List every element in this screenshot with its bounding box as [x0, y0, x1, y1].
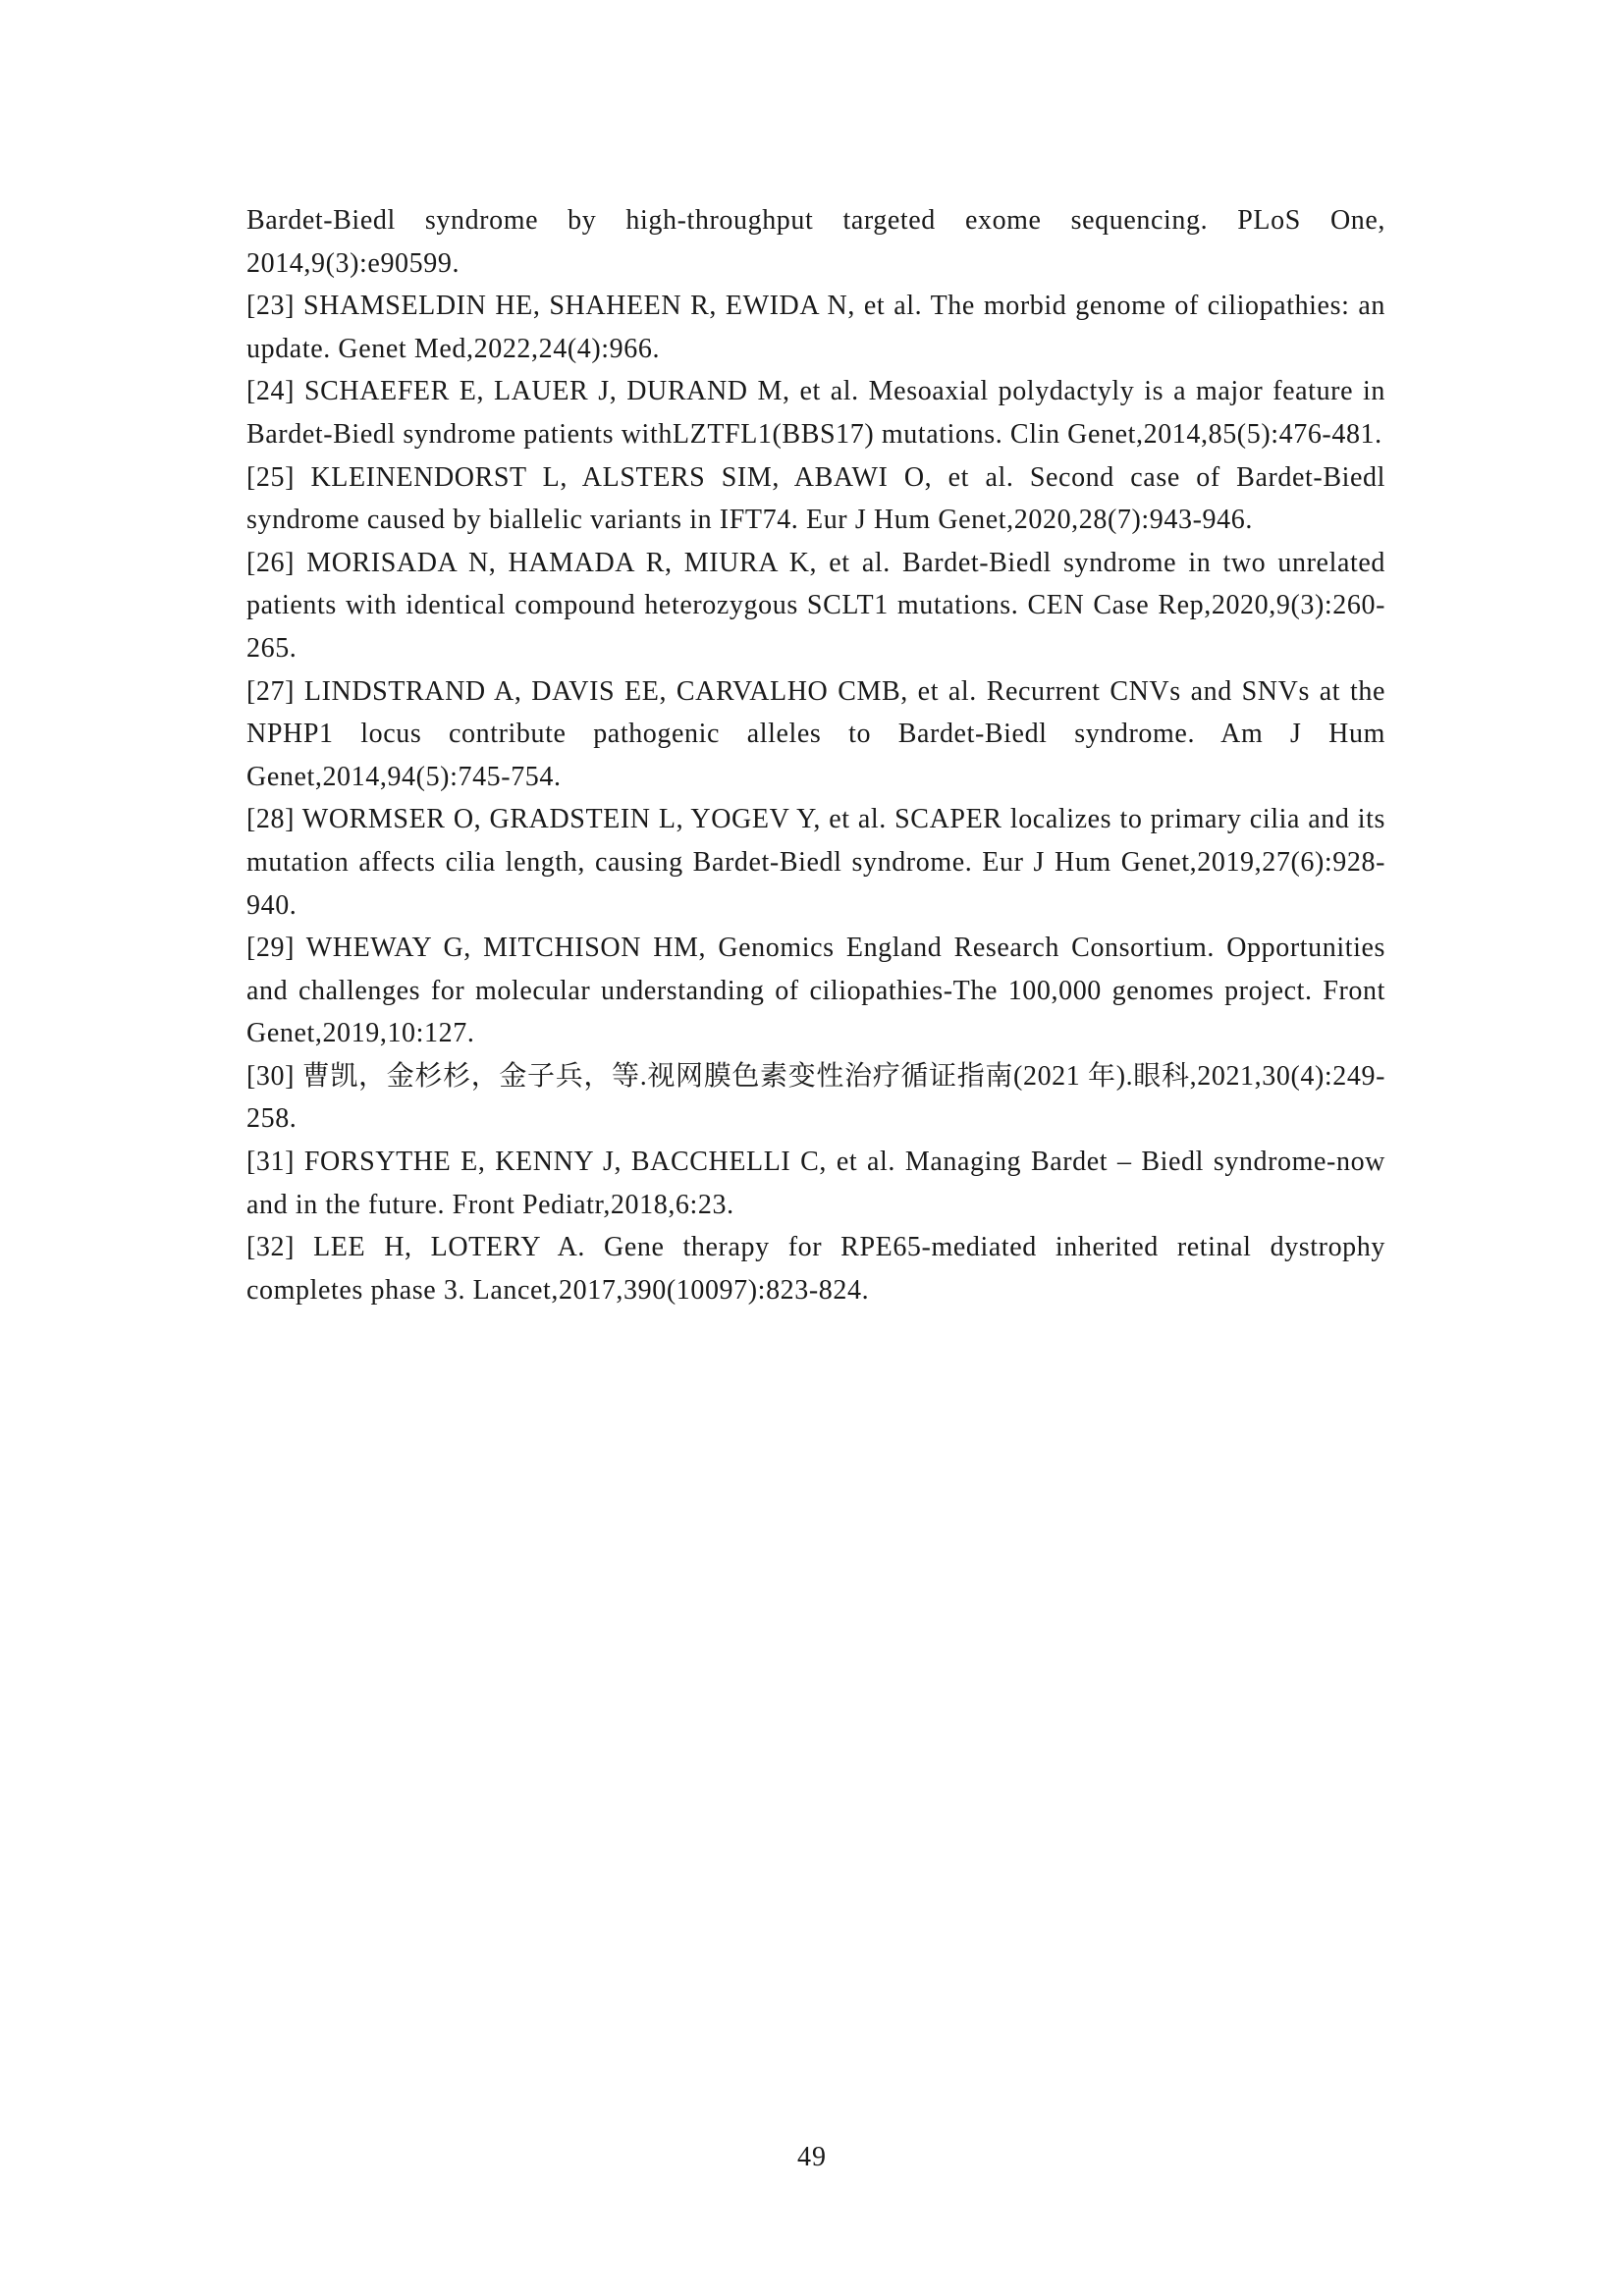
reference-item-32: [32] LEE H, LOTERY A. Gene therapy for RPE65-mediated inherited retinal dystrophy completes phase 3. Lancet,2017,390(10097):823-824.	[246, 1232, 1385, 1306]
reference-item-28: [28] WORMSER O, GRADSTEIN L, YOGEV Y, et al. SCAPER localizes to primary cilia and its mutation affects cilia length, causing Bardet-Biedl syndrome. Eur J Hum Genet,2019,27(6):928-940.	[246, 804, 1385, 921]
reference-item-26: [26] MORISADA N, HAMADA R, MIURA K, et al. Bardet-Biedl syndrome in two unrelated patients with identical compound heterozygous SCLT1 mutations. CEN Case Rep,2020,9(3):260-265.	[246, 547, 1385, 664]
reference-item-23: [23] SHAMSELDIN HE, SHAHEEN R, EWIDA N, et al. The morbid genome of ciliopathies: an update. Genet Med,2022,24(4):966.	[246, 291, 1385, 364]
reference-item-31: [31] FORSYTHE E, KENNY J, BACCHELLI C, et al. Managing Bardet – Biedl syndrome-now and in the future. Front Pediatr,2018,6:23.	[246, 1147, 1385, 1220]
reference-list	[246, 199, 1385, 1311]
reference-item-continued: Bardet-Biedl syndrome by high-throughput targeted exome sequencing. PLoS One, 2014,9(3):e90599.	[246, 205, 1385, 279]
reference-item-29: [29] WHEWAY G, MITCHISON HM, Genomics England Research Consortium. Opportunities and challenges for molecular understanding of ciliopathies-The 100,000 genomes project. Front Genet,2019,10:127.	[246, 933, 1385, 1049]
reference-item-27: [27] LINDSTRAND A, DAVIS EE, CARVALHO CMB, et al. Recurrent CNVs and SNVs at the NPHP1 locus contribute pathogenic alleles to Bardet-Biedl syndrome. Am J Hum Genet,2014,94(5):745-754.	[246, 675, 1385, 792]
page-number: 49	[797, 2142, 827, 2172]
reference-item-24: [24] SCHAEFER E, LAUER J, DURAND M, et al. Mesoaxial polydactyly is a major feature in Bardet-Biedl syndrome patients withLZTFL1(BBS17) mutations. Clin Genet,2014,85(5):476-481.	[246, 376, 1385, 450]
reference-item-25: [25] KLEINENDORST L, ALSTERS SIM, ABAWI O, et al. Second case of Bardet-Biedl syndrome caused by biallelic variants in IFT74. Eur J Hum Genet,2020,28(7):943-946.	[246, 461, 1385, 536]
reference-item-30: [30] 曹凯，金杉杉，金子兵，等.视网膜色素变性治疗循证指南(2021 年).眼科,2021,30(4):249-258.	[246, 1060, 1385, 1135]
